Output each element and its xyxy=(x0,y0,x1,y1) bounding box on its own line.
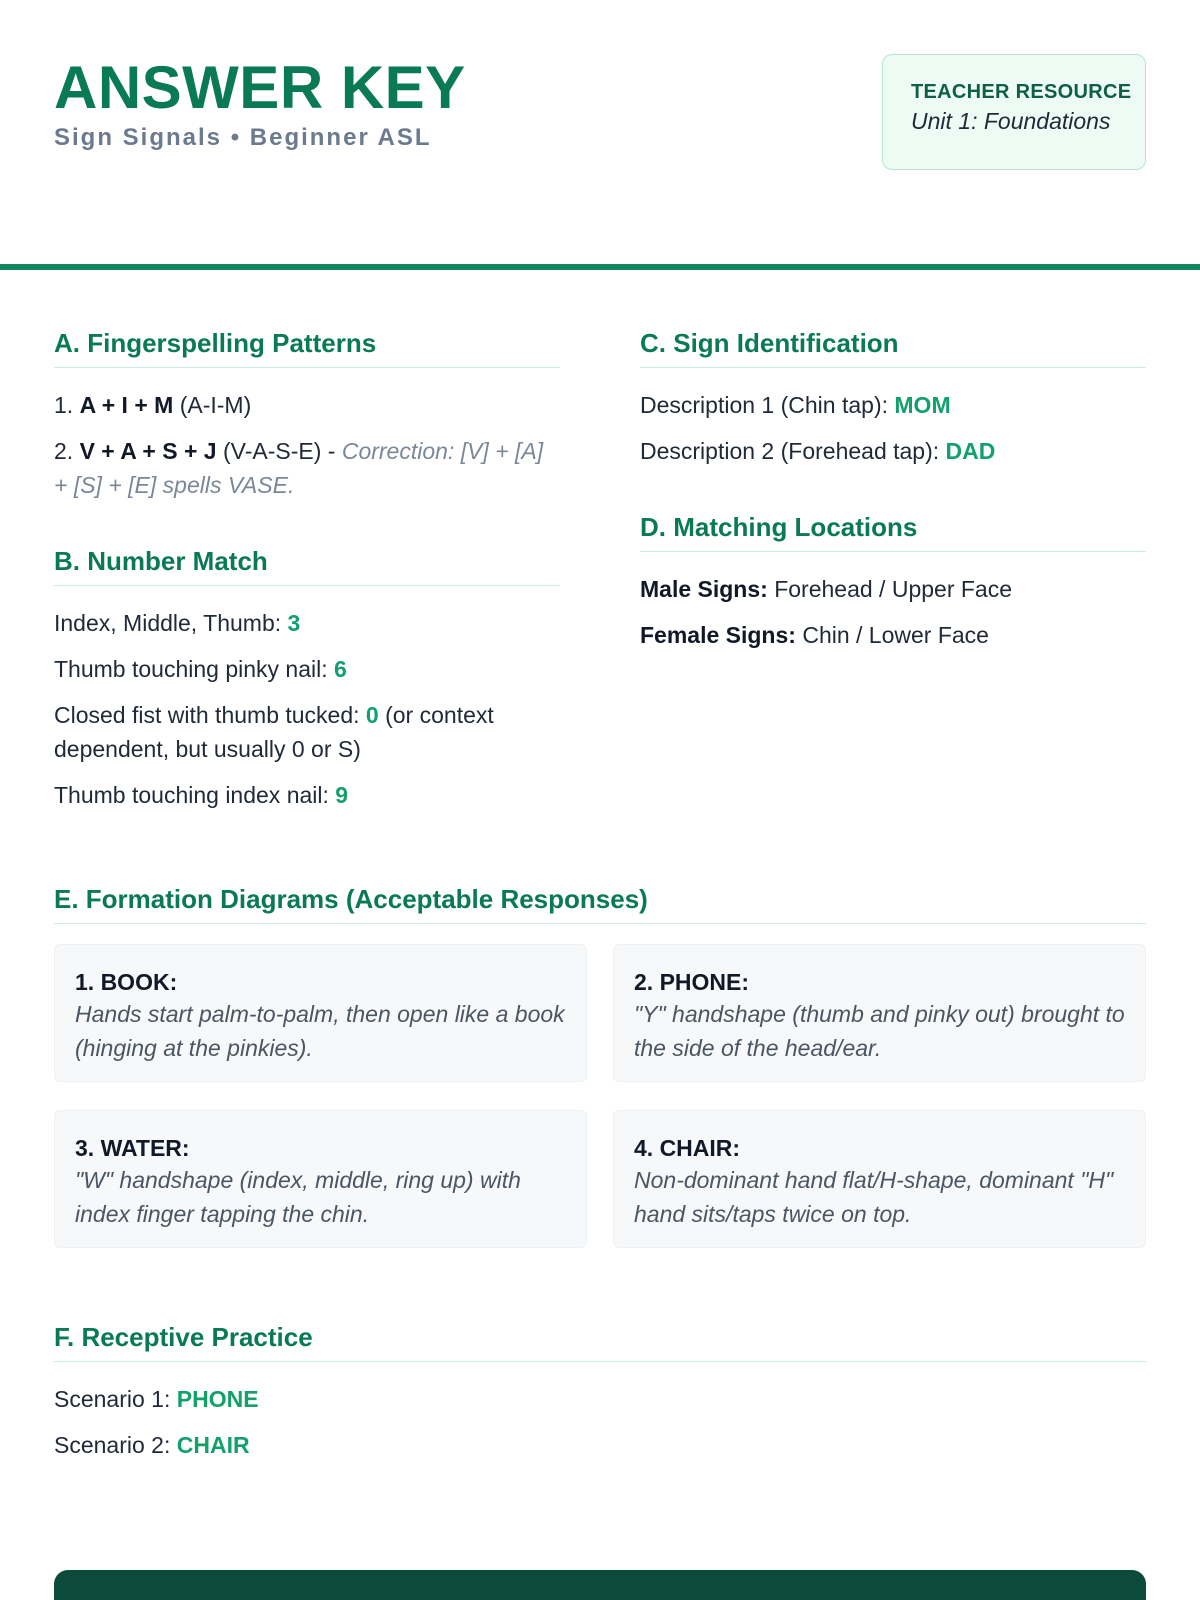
card-description: Hands start palm-to-palm, then open like a book (hinging at the pinkies). xyxy=(75,1001,565,1061)
section-number-match xyxy=(54,546,560,812)
answer: 9 xyxy=(335,782,349,808)
answer: DAD xyxy=(945,438,996,464)
section-title: A. Fingerspelling Patterns xyxy=(54,328,560,368)
formation-cards xyxy=(54,944,1146,1248)
spelled-word: (V-A-S-E) xyxy=(222,438,322,464)
section-formation-diagrams xyxy=(54,884,1146,1248)
teacher-resource-badge xyxy=(882,54,1146,170)
header-divider xyxy=(0,264,1200,270)
card-title: 2. PHONE: xyxy=(634,969,750,995)
answer: MOM xyxy=(894,392,951,418)
section-title: C. Sign Identification xyxy=(640,328,1146,368)
section-title: E. Formation Diagrams (Acceptable Responses) xyxy=(54,884,1146,924)
card-title: 1. BOOK: xyxy=(75,969,178,995)
section-matching-locations xyxy=(640,512,1146,652)
answer: CHAIR xyxy=(176,1432,250,1458)
list-item: Male Signs: Forehead / Upper Face xyxy=(640,576,1012,602)
formation-card xyxy=(54,944,587,1082)
correction-note: Correction: [V] + [A] + [S] + [E] spells VASE. xyxy=(54,438,544,498)
list-item: Thumb touching index nail: 9 xyxy=(54,782,349,808)
answer: PHONE xyxy=(176,1386,259,1412)
section-receptive-practice xyxy=(54,1322,1146,1462)
section-sign-identification xyxy=(640,328,1146,468)
right-column xyxy=(640,328,1146,652)
section-title: D. Matching Locations xyxy=(640,512,1146,552)
list-item: Description 2 (Forehead tap): DAD xyxy=(640,438,996,464)
page-title: ANSWER KEY xyxy=(54,54,466,121)
footer-bar xyxy=(54,1570,1146,1600)
letter-sequence: A + I + M xyxy=(79,392,174,418)
answer-note: (or context dependent, but usually 0 or S) xyxy=(54,702,494,762)
resource-label: TEACHER RESOURCE xyxy=(911,81,1132,103)
card-title: 3. WATER: xyxy=(75,1135,190,1161)
list-item: Scenario 1: PHONE xyxy=(54,1386,259,1412)
list-item: 2. V + A + S + J (V-A-S-E) - Correction: [V] + [A] + [S] + [E] spells VASE. xyxy=(54,438,544,498)
list-item: Description 1 (Chin tap): MOM xyxy=(640,392,951,418)
page-subtitle: Sign Signals • Beginner ASL xyxy=(54,124,432,151)
answer: 3 xyxy=(287,610,301,636)
list-item: 1. A + I + M (A-I-M) xyxy=(54,392,252,418)
left-column xyxy=(54,328,560,812)
card-description: "W" handshape (index, middle, ring up) with index finger tapping the chin. xyxy=(75,1167,521,1227)
list-item: Scenario 2: CHAIR xyxy=(54,1432,250,1458)
resource-unit: Unit 1: Foundations xyxy=(911,108,1111,134)
list-item: Index, Middle, Thumb: 3 xyxy=(54,610,301,636)
letter-sequence: V + A + S + J xyxy=(79,438,217,464)
section-fingerspelling xyxy=(54,328,560,502)
page-header xyxy=(54,54,1146,174)
formation-card xyxy=(613,1110,1146,1248)
list-item: Female Signs: Chin / Lower Face xyxy=(640,622,989,648)
answer: 0 xyxy=(365,702,379,728)
card-description: Non-dominant hand flat/H-shape, dominant "H" hand sits/taps twice on top. xyxy=(634,1167,1114,1227)
formation-card xyxy=(613,944,1146,1082)
formation-card xyxy=(54,1110,587,1248)
list-item: Thumb touching pinky nail: 6 xyxy=(54,656,347,682)
card-title: 4. CHAIR: xyxy=(634,1135,741,1161)
list-item: Closed fist with thumb tucked: 0 (or context dependent, but usually 0 or S) xyxy=(54,702,494,762)
card-description: "Y" handshape (thumb and pinky out) brought to the side of the head/ear. xyxy=(634,1001,1125,1061)
answer: 6 xyxy=(334,656,347,682)
section-title: F. Receptive Practice xyxy=(54,1322,1146,1362)
spelled-word: (A-I-M) xyxy=(179,392,252,418)
section-title: B. Number Match xyxy=(54,546,560,586)
